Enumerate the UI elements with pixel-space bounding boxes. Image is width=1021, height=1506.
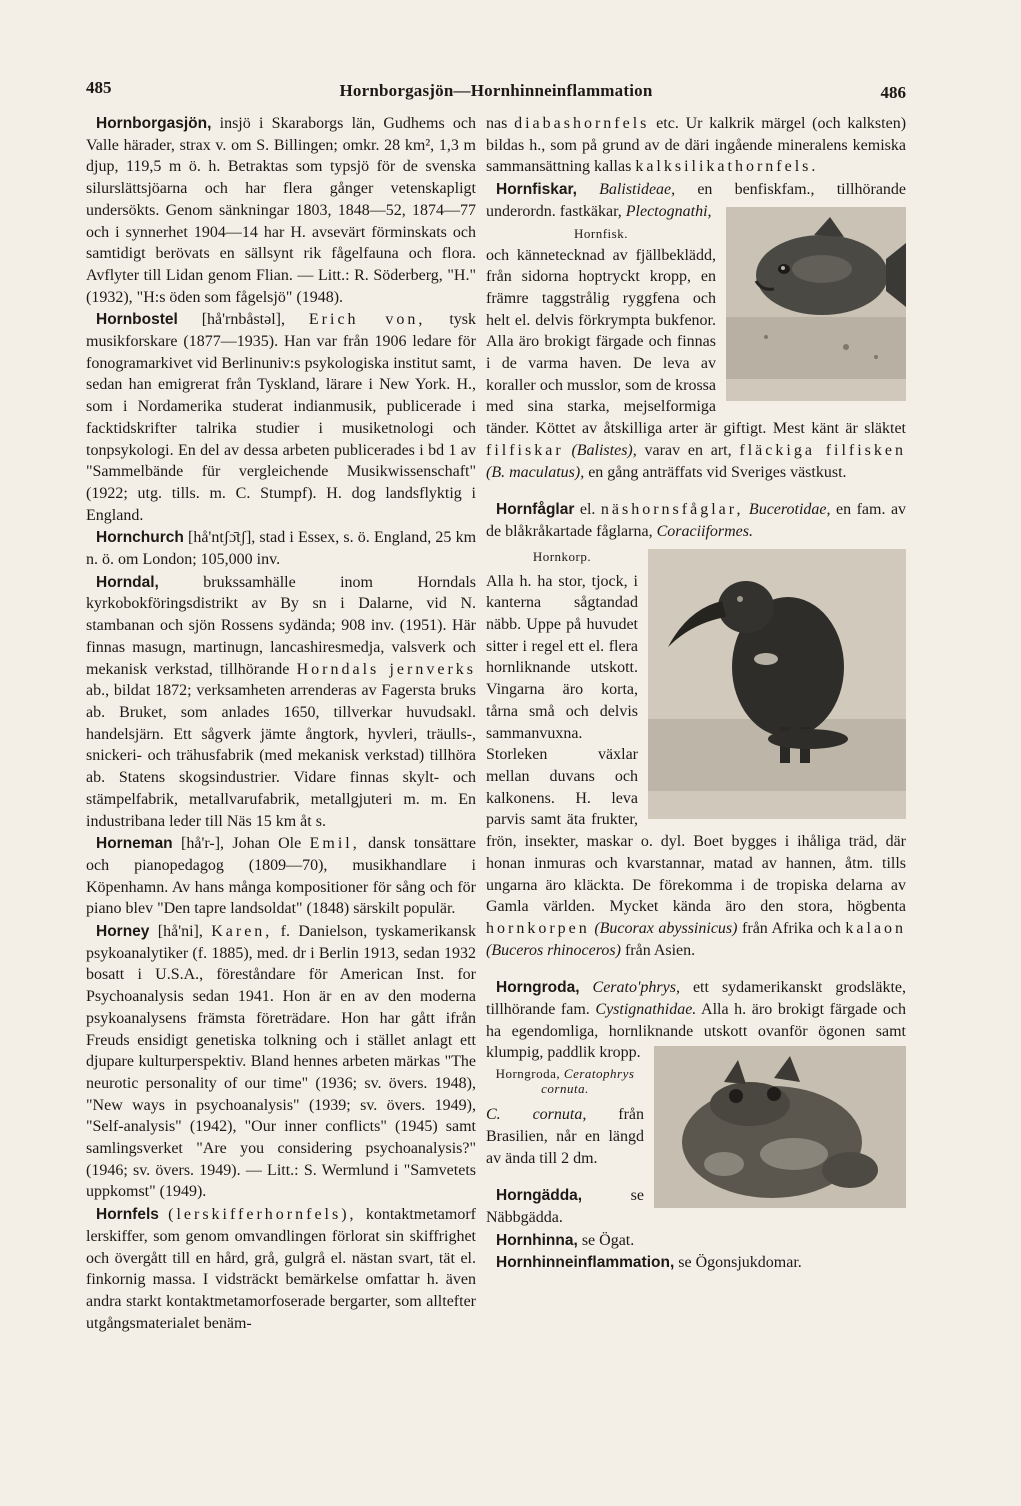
page-number-right: 486	[880, 83, 906, 102]
figure-caption: Hornkorp.	[486, 543, 906, 571]
fish-illustration	[726, 207, 906, 379]
latin-name: Bucerotidae,	[748, 501, 831, 519]
headword: Horngädda,	[496, 1187, 583, 1205]
caption-text: Horngroda,	[495, 1066, 561, 1082]
entry-text: dansk tonsättare och pianopedagog (1809—70), musikhandlare i Köpenhamn. Av hans många kompositioner för sång och för piano blev "Den tapre landsoldat" (1848) särskilt populär.	[86, 835, 477, 918]
figure-caption: Hornfisk.	[486, 223, 906, 245]
latin-name: (Balistes),	[571, 441, 637, 459]
left-column	[86, 113, 476, 1334]
spaced-term: kalksilikathornfels.	[635, 158, 819, 176]
entry-text: insjö i Skaraborgs län, Gudhems och Valle härader, strax v. om S. Billingen; omkr. 28 km², 1,3 m djup, 119,5 m ö. h. Betraktas som typsjö för de svenska silurslättsjöarna och har flera gånger vetenskapligt undersökts. Genom sänkningar 1803, 1848—52, 1874—77 och i synnerhet 1904—14 har H. avsevärt förminskats och samtidigt berövats en sällsynt rik fågelfauna och flora. Avflyter till Lidan genom Flian. — Litt.: R. Söderberg, "H." (1932), "H:s öden som fågelsjö" (1948).	[86, 115, 477, 306]
spaced-term: hornkorpen	[486, 919, 590, 937]
latin-name: (B. maculatus),	[486, 463, 585, 481]
hornbill-illustration	[648, 549, 906, 791]
headword: Horndal,	[96, 573, 159, 591]
headword: Hornfiskar,	[496, 181, 577, 199]
entry-text: se Ögat.	[581, 1231, 635, 1249]
headword: Hornhinna,	[496, 1231, 578, 1249]
right-column	[486, 113, 906, 1274]
headword: Hornchurch	[96, 529, 184, 547]
latin-name: C. cornuta,	[486, 1106, 587, 1124]
entry-hornfiskar	[486, 179, 906, 222]
entry-text: tysk musikforskare (1877—1935). Han var från 1906 ledare för fonogramarkivet vid Berlinuniv:s psykologiska institut samt, sedan han emigrerat från Tyskland, lärare i New York. H., som i Nordamerika studerat indianmusik, publicerade i facktidskrifter talrika studier i musiketnologi och tonpsykologi. En del av dessa arbeten publicerades i bd 1 av "Sammelbände für vergleichende Musikwissenschaft" (1922; utg. tills. m. C. Stumpf). H. dog landsflyktig i England.	[86, 311, 476, 524]
entry-text: från Afrika och	[742, 919, 841, 937]
entry-horney	[86, 921, 476, 1203]
entry-hornfaglar	[486, 499, 906, 542]
entry-text: [hå'r-], Johan Ole	[181, 835, 302, 853]
headword: Hornhinneinflammation,	[496, 1254, 675, 1272]
headword: Hornfåglar	[496, 501, 575, 519]
entry-horndal	[86, 572, 476, 832]
page-header	[86, 78, 906, 108]
spaced-term: diabashornfels	[514, 115, 650, 132]
entry-text: etc. Ur kalkrik märgel (och kalksten) bildas h., som på grund av de däri ingående mineralens kemiska sammansättning kallas	[486, 115, 907, 176]
latin-name: Plectognathi,	[625, 202, 712, 220]
running-title: Hornborgasjön—Hornhinneinflammation	[339, 81, 653, 100]
spaced-term: (lerskifferhornfels),	[168, 1206, 357, 1224]
entry-hornfels-continued	[486, 113, 906, 178]
spaced-term: Horndals jernverks	[296, 660, 477, 678]
spaced-name: Erich von,	[308, 311, 426, 329]
figure-horngroda	[654, 1046, 906, 1246]
spaced-term: filfiskar	[486, 441, 564, 459]
latin-name: Coraciiformes.	[656, 522, 754, 540]
entry-text: en fam. av de blåkråkartade fåglarna,	[486, 501, 907, 540]
entry-text: se Näbbgädda.	[486, 1187, 644, 1226]
figure-hornfisk	[726, 207, 906, 401]
figure-hornkorp	[648, 549, 906, 819]
latin-name: (Bucorax abyssinicus)	[594, 919, 738, 937]
headword: Horneman	[96, 835, 173, 853]
entry-hornchurch	[86, 527, 476, 570]
entry-text: från Brasilien, når en längd av ända till 2 dm.	[486, 1106, 644, 1167]
entry-text: varav en art,	[644, 441, 732, 459]
headword: Hornborgasjön,	[96, 115, 212, 132]
entry-text: Alla h. äro brokigt färgade och ha egendomliga, hornliknande utskott ovanför ögonen samt klumpig, paddlik kropp.	[486, 1001, 907, 1062]
entry-text: och kännetecknad av fjällbeklädd, från sidorna hoptryckt kropp, en främre taggstrålig ryggfena och helt el. delvis förkrympta bukfenor. Alla äro brokigt färgade och finnas i de varma haven. De leva av koraller och musslor, som de krossa med sina starka, mejselformiga tänder. Köttet av åtskilliga arter är giftigt. Mest känt är släktet	[486, 246, 906, 438]
spaced-term: fläckiga filfisken	[739, 441, 907, 459]
spaced-term: kalaon	[845, 919, 907, 937]
page-number-left: 485	[86, 78, 112, 97]
latin-name: Cystignathidae.	[595, 1001, 697, 1019]
headword: Horngroda,	[496, 979, 580, 997]
entry-hornborgasjon	[86, 113, 476, 308]
entry-text: el.	[579, 501, 596, 519]
entry-text: kontaktmetamorf lerskiffer, som genom omvandlingen förlorat sin skiffrighet och övergått till en hård, grå, gulgrå el. nästan svart, tät el. finkornig massa. I vidsträckt bemärkelse omfattar h. även andra starkt kontaktmetamorfoserade bergarter, som alltefter utgångsmaterialet benäm-	[86, 1206, 476, 1332]
entry-text: en benfiskfam., tillhörande underordn. fastkäkar,	[486, 181, 907, 220]
entry-text: nas	[486, 115, 508, 132]
entry-text: [hå'ntʃɔ̄tʃ], stad i Essex, s. ö. England, 25 km n. ö. om London; 105,000 inv.	[86, 529, 477, 569]
caption-latin: Ceratophrys cornuta.	[541, 1066, 635, 1097]
entry-text: en gång anträffats vid Sveriges västkust.	[588, 463, 847, 481]
entry-horneman	[86, 833, 476, 920]
pronunciation: [hå'ni],	[157, 923, 203, 941]
spaced-name: Emil,	[309, 835, 360, 853]
entry-text: Alla h. ha stor, tjock, i kanterna sågtandad näbb. Uppe på huvudet sitter i regel ett el. flera hornliknande utskott. Vingarna äro korta, tårna små och delvis sammanvuxna. Storleken växlar mellan duvans och kalkonens. H. leva parvis samt äta frukter, frön, insekter, maskar o. dyl. Boet bygges i ihåliga träd, där honan inmuras och kvarstannar, matad av hannen, åtm. tills ungarna äro kläckta. De förekomma i de tropiska delarna av Gamla världen. Mycket kända äro den stora, högbenta	[486, 572, 906, 916]
spaced-term: näshornsfåglar,	[600, 501, 744, 519]
entry-text: från Asien.	[624, 941, 696, 959]
entry-horngroda	[486, 977, 906, 1064]
entry-text: brukssamhälle inom Horndals kyrkobokföringsdistrikt av By sn i Dalarne, vid N. stambanan och sjön Rossens sydända; 908 inv. (1951). Här finnas masugn, martinugn, lancashiresmedja, valsverk och mekanisk verkstad, tillhörande	[86, 573, 477, 678]
headword: Hornbostel	[96, 311, 178, 329]
entry-hornbostel	[86, 309, 476, 526]
headword: Horney	[96, 923, 150, 941]
pronunciation: [hå'rnbåstəl],	[201, 311, 285, 329]
entry-hornfels	[86, 1204, 476, 1334]
spaced-name: Karen,	[211, 923, 273, 941]
latin-name: Balistideae,	[599, 181, 676, 199]
entry-text: ett sydamerikanskt grodsläkte, tillhörande fam.	[486, 979, 907, 1019]
entry-hornhinneinflammation	[486, 1252, 906, 1274]
entry-text: se Ögonsjukdomar.	[678, 1254, 802, 1272]
headword: Hornfels	[96, 1206, 159, 1224]
latin-name: (Buceros rhinoceros)	[486, 941, 621, 959]
entry-text: ab., bildat 1872; verksamheten arrenderas av Fagersta bruks ab. Bruket, som anlades 1650, tillverkar huvudsakl. handelsjärn. Ett sågverk jämte ångtork, hyvleri, träulls-, snickeri- och trähusfabrik (med mekanisk verkstad) tillhöra ab. Statens skogsindustrier. Vidare finnas skylt- och stämpelfabrik, metallvarufabrik, metallgjuteri m. m. En industribana leder till Näs 15 km åt s.	[86, 682, 476, 830]
frog-illustration	[654, 1046, 906, 1208]
entry-text: f. Danielson, tyskamerikansk psykoanalytiker (f. 1885), med. dr i Berlin 1913, sedan 1932 bosatt i U.S.A., föreståndare för American Inst. for Psychoanalysis sedan 1941. Hon är en av den moderna psykoanalysens främsta företrädare. Hon har gått ifrån Freuds ensidigt genetiska tolkning och i stället anlagt ett djupare kulturperspektiv. Bland hennes arbeten märkas "The neurotic personality of our time" (1936; sv. övers. 1948), "New ways in psychoanalysis" (1939; sv. övers. 1949), "Self-analysis" (1942), "Our inner conflicts" (1945) samt samlingsverket "Are you considering psychoanalysis?" (1946; sv. övers. 1949). — Litt.: S. Wermlund i "Samvetets uppkomst" (1949).	[86, 923, 477, 1201]
latin-name: Cerato'phrys,	[592, 979, 680, 997]
